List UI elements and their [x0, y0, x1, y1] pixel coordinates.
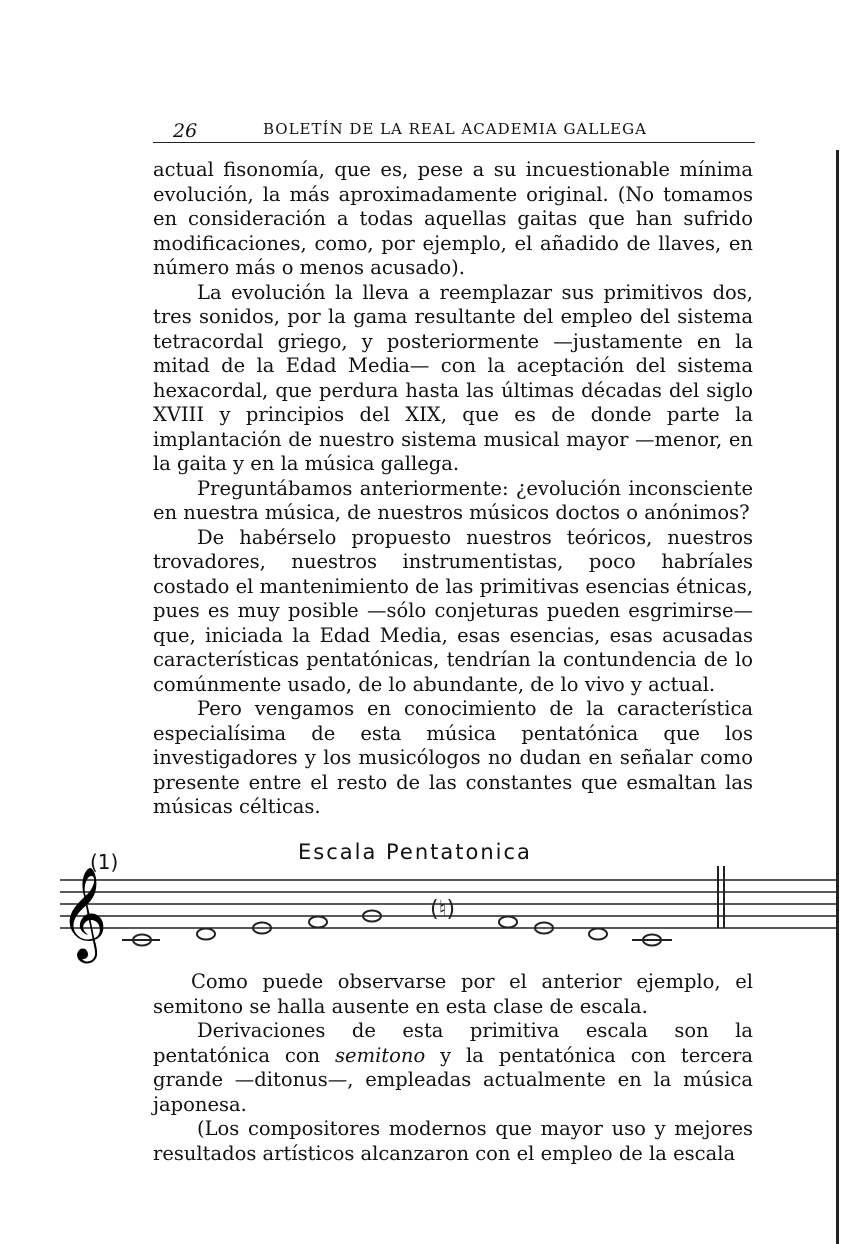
- note-head: [499, 917, 517, 928]
- paragraph: actual fisonomía, que es, pese a su incuestionable mínima evolución, la más aproximadamente original. (No tomamos en consideración a todas aquellas gaitas que han sufrido modificaciones, como, por ejemplo, el añadido de llaves, en número más o menos acusado).: [153, 158, 753, 279]
- note-head: [589, 929, 607, 940]
- staff-notation: [60, 836, 850, 966]
- paragraph: Preguntábamos anteriormente: ¿evolución inconsciente en nuestra música, de nuestros músicos doctos o anónimos?: [153, 476, 753, 524]
- scan-edge-line: [836, 150, 839, 1244]
- paragraph: Pero vengamos en conocimiento de la característica especialísima de esta música pentatónica que los investigadores y los musicólogos no dudan en señalar como presente entre el resto de las constantes que esmaltan las músicas célticas.: [153, 697, 753, 818]
- body-text-upper: [153, 158, 753, 820]
- figure-title: Escala Pentatonica: [298, 840, 532, 864]
- bracket-natural-mark: (♮): [430, 897, 456, 922]
- treble-clef-icon: 𝄞: [60, 866, 108, 959]
- note-head: [197, 929, 215, 940]
- paragraph: La evolución la lleva a reemplazar sus primitivos dos, tres sonidos, por la gama resultante del empleo del sistema tetracordal griego, y posteriormente —justamente en la mitad de la Edad Media— con la aceptación del sistema hexacordal, que perdura hasta las últimas décadas del siglo XVIII y principios del XIX, que es de donde parte la implantación de nuestro sistema musical mayor —menor, en la gaita y en la música gallega.: [153, 280, 753, 475]
- page-number: 26: [173, 120, 198, 142]
- music-example: [60, 836, 850, 966]
- page-header: [153, 108, 755, 143]
- text-run: y la pentatónica con tercera grande —ditonus—, empleadas actualmente en la música japonesa.: [153, 1043, 753, 1116]
- paragraph: [153, 1019, 753, 1117]
- paragraph: Como puede observarse por el anterior ejemplo, el semitono se halla ausente en esta clase de escala.: [153, 970, 753, 1018]
- note-head: [309, 917, 327, 928]
- running-head: BOLETÍN DE LA REAL ACADEMIA GALLEGA: [263, 120, 647, 138]
- figure-number: (1): [90, 850, 119, 874]
- body-text-lower: [153, 970, 753, 1166]
- italic-term: semitono: [335, 1043, 426, 1067]
- paragraph: (Los compositores modernos que mayor uso y mejores resultados artísticos alcanzaron con el empleo de la escala: [153, 1117, 753, 1165]
- text-run: Derivaciones de esta primitiva escala son la pentatónica con: [153, 1019, 753, 1067]
- paragraph: De habérselo propuesto nuestros teóricos, nuestros trovadores, nuestros instrumentistas, poco habríales costado el mantenimiento de las primitivas esencias étnicas, pues es muy posible —sólo conjeturas pueden esgrimirse— que, iniciada la Edad Media, esas esencias, esas acusadas características pentatónicas, tendrían la contundencia de lo comúnmente usado, de lo abundante, de lo vivo y actual.: [153, 525, 753, 696]
